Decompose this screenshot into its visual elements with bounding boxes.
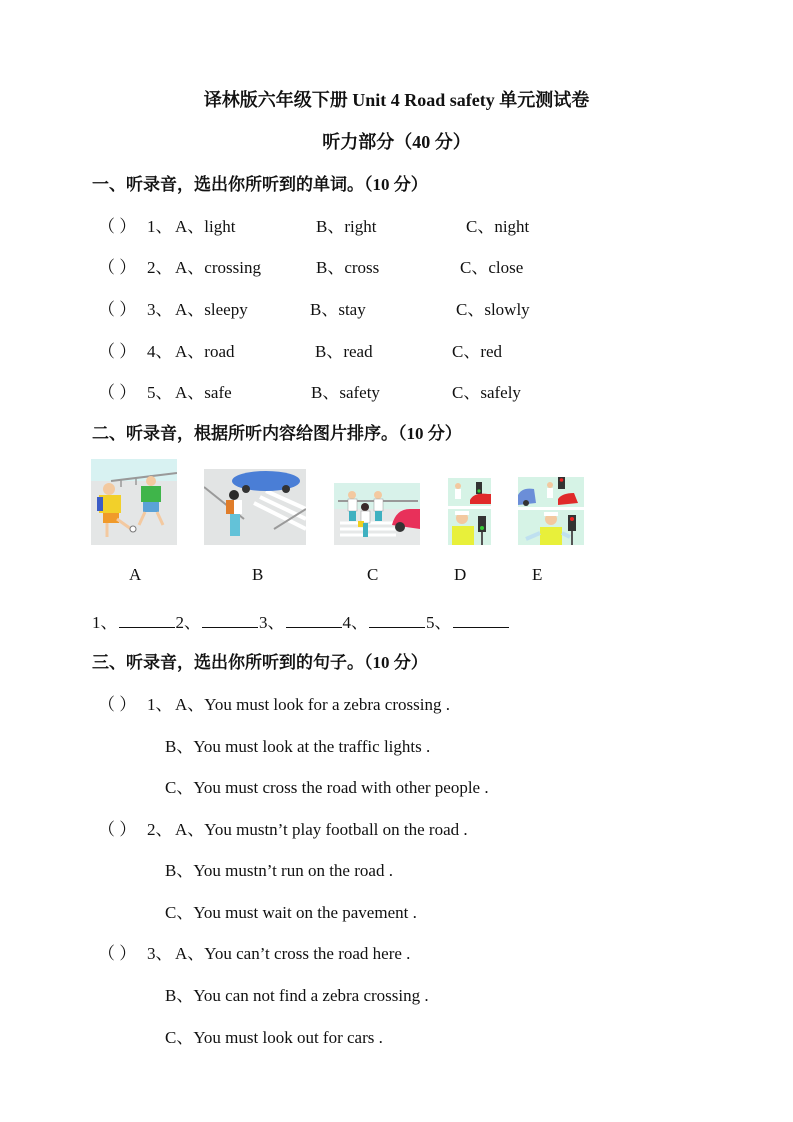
traffic-policeman-green-light-illustration-icon (448, 478, 491, 545)
option-a: A、light (175, 217, 236, 236)
option-c: C、red (452, 342, 503, 361)
answer-blank-4[interactable] (369, 613, 425, 628)
answer-bracket[interactable]: （ ） (98, 383, 137, 402)
option-a: A、crossing (175, 258, 261, 277)
option-b: B、read (315, 342, 373, 361)
option-b: B、cross (316, 258, 380, 277)
option-c: C、You must wait on the pavement . (165, 903, 417, 922)
question-number: 2、 (147, 258, 173, 277)
answer-label-2: 2、 (175, 613, 201, 632)
option-c: C、You must look out for cars . (165, 1028, 383, 1047)
option-b: B、safety (311, 383, 380, 402)
answer-label-4: 4、 (342, 613, 368, 632)
option-c: C、You must cross the road with other people . (165, 778, 489, 797)
ordering-answer-row (92, 608, 510, 633)
answer-blank-3[interactable] (286, 613, 342, 628)
zebra-crossing-car-illustration-icon (204, 469, 306, 545)
picture-label-a: A (129, 565, 142, 584)
question-number: 3、 (147, 944, 173, 963)
picture-label-c: C (367, 565, 379, 584)
option-a: A、road (175, 342, 235, 361)
option-b: B、stay (310, 300, 366, 319)
answer-bracket[interactable]: （ ） (98, 695, 137, 714)
question-number: 1、 (147, 695, 173, 714)
traffic-policeman-red-light-illustration-icon (518, 477, 584, 545)
answer-bracket[interactable]: （ ） (98, 217, 137, 236)
option-a: A、safe (175, 383, 232, 402)
option-c: C、night (466, 217, 530, 236)
answer-label-1: 1、 (92, 613, 118, 632)
option-a: A、You must look for a zebra crossing . (175, 695, 450, 714)
option-b: B、right (316, 217, 377, 236)
document-title: 译林版六年级下册 Unit 4 Road safety 单元测试卷 (203, 90, 590, 110)
part2-heading: 二、听录音，根据所听内容给图片排序。（10 分） (92, 424, 462, 443)
answer-blank-2[interactable] (202, 613, 258, 628)
question-number: 5、 (147, 383, 173, 402)
picture-label-b: B (252, 565, 264, 584)
question-number: 4、 (147, 342, 173, 361)
answer-bracket[interactable]: （ ） (98, 820, 137, 839)
option-c: C、safely (452, 383, 521, 402)
option-a: A、sleepy (175, 300, 248, 319)
answer-blank-5[interactable] (453, 613, 509, 628)
answer-bracket[interactable]: （ ） (98, 258, 137, 277)
option-a: A、You mustn’t play football on the road . (175, 820, 468, 839)
option-b: B、You mustn’t run on the road . (165, 861, 393, 880)
option-c: C、slowly (456, 300, 530, 319)
option-a: A、You can’t cross the road here . (175, 944, 411, 963)
part3-heading: 三、听录音，选出你所听到的句子。（10 分） (92, 653, 428, 672)
picture-c (334, 483, 420, 545)
picture-e (518, 477, 584, 545)
option-b: B、You must look at the traffic lights . (165, 737, 431, 756)
question-number: 2、 (147, 820, 173, 839)
question-number: 3、 (147, 300, 173, 319)
picture-label-e: E (532, 565, 543, 584)
answer-bracket[interactable]: （ ） (98, 300, 137, 319)
picture-a (91, 459, 177, 545)
answer-bracket[interactable]: （ ） (98, 944, 137, 963)
option-c: C、close (460, 258, 524, 277)
answer-label-3: 3、 (259, 613, 285, 632)
picture-b (204, 469, 306, 545)
answer-bracket[interactable]: （ ） (98, 342, 137, 361)
children-crossing-illustration-icon (334, 483, 420, 545)
listening-section-title: 听力部分（40 分） (322, 132, 471, 152)
option-b: B、You can not find a zebra crossing . (165, 986, 429, 1005)
picture-d (448, 478, 491, 545)
picture-label-d: D (454, 565, 467, 584)
answer-label-5: 5、 (426, 613, 452, 632)
part1-heading: 一、听录音，选出你所听到的单词。（10 分） (92, 175, 428, 194)
football-illustration-icon (91, 459, 177, 545)
question-number: 1、 (147, 217, 173, 236)
answer-blank-1[interactable] (119, 613, 175, 628)
